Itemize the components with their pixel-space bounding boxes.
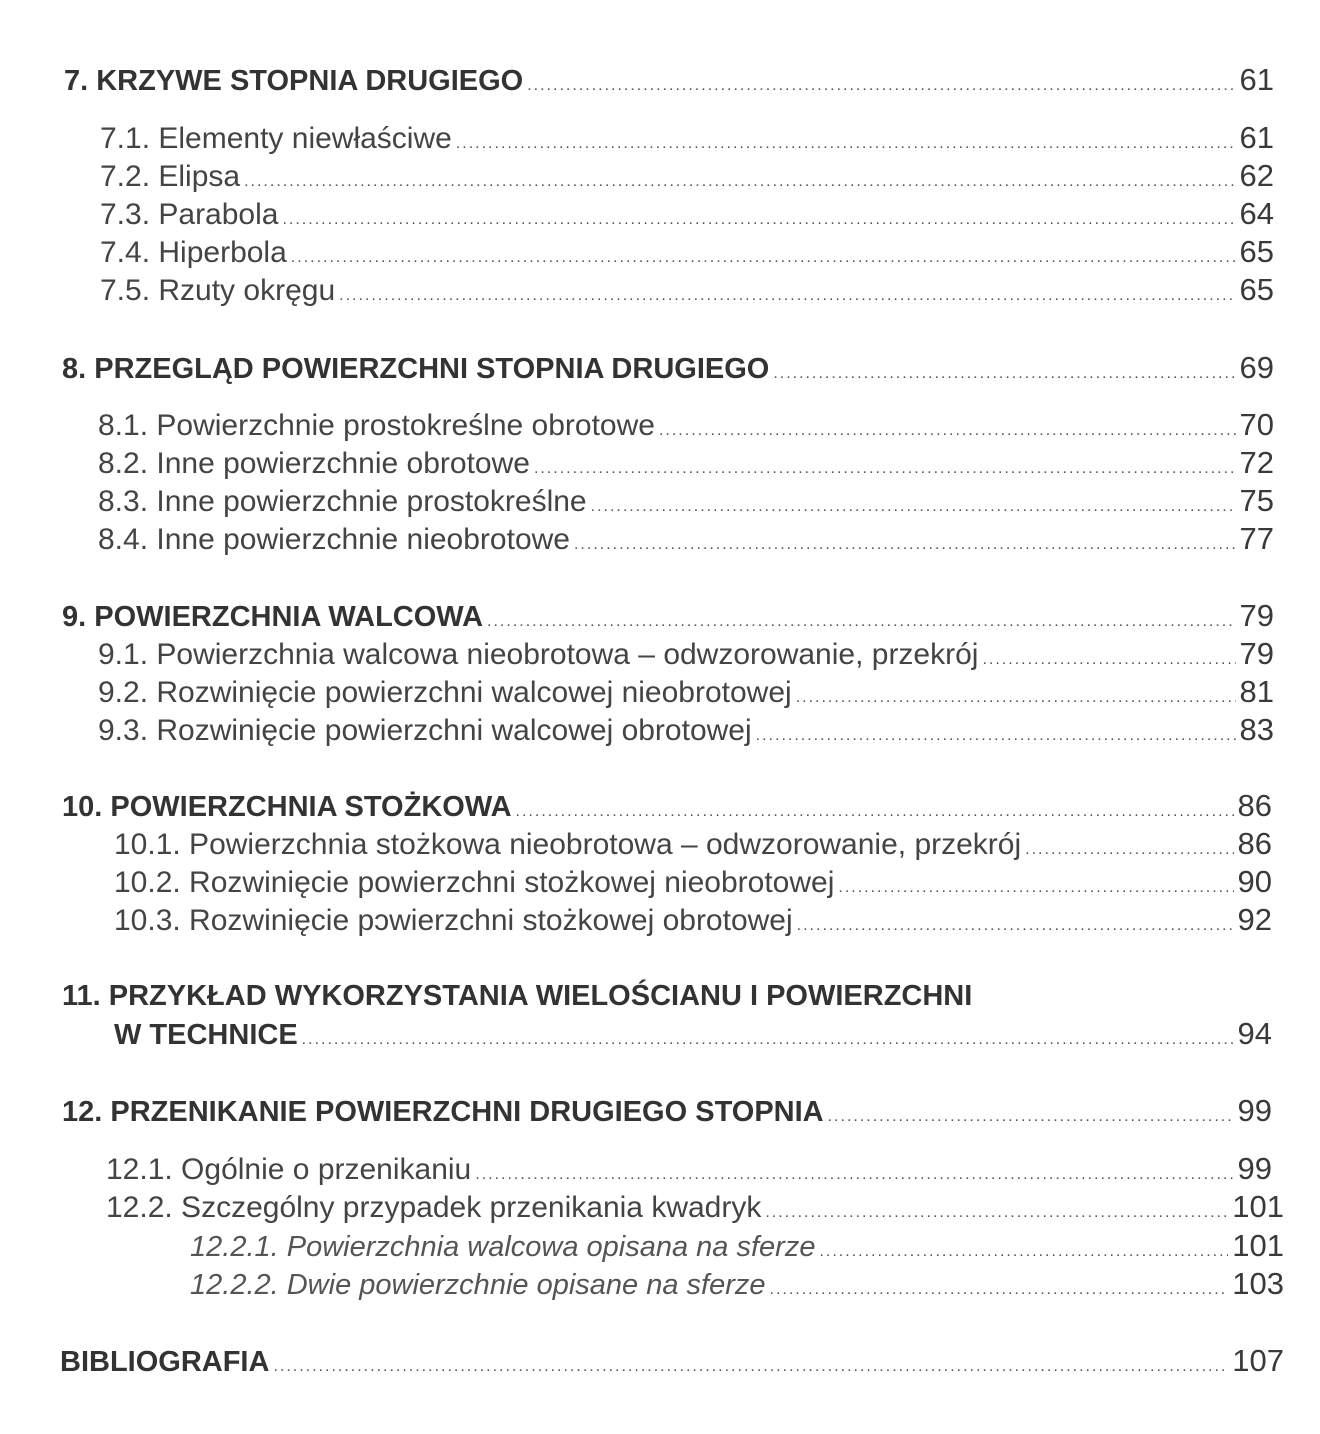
toc-section-9-1[interactable] <box>98 636 1274 672</box>
dot-leader <box>838 879 1233 897</box>
toc-entry-title: 10. POWIERZCHNIA STOŻKOWA <box>62 791 512 823</box>
toc-page-number: 61 <box>1239 62 1274 97</box>
toc-entry-title: 7. KRZYWE STOPNIA DRUGIEGO <box>64 65 524 97</box>
toc-page-number: 65 <box>1239 272 1274 307</box>
toc-entry-title: W TECHNICE <box>114 1019 298 1051</box>
toc-section-7-4[interactable] <box>100 234 1274 270</box>
dot-leader <box>273 1358 1228 1376</box>
dot-leader <box>773 365 1235 383</box>
toc-page-number: 86 <box>1237 826 1272 861</box>
toc-entry-title: 12. PRZENIKANIE POWIERZCHNI DRUGIEGO STOPNIA <box>62 1096 824 1128</box>
dot-leader <box>302 1031 1234 1049</box>
toc-entry-title: 8. PRZEGLĄD POWIERZCHNI STOPNIA DRUGIEGO <box>62 353 770 385</box>
toc-section-8-1[interactable] <box>98 407 1274 443</box>
toc-entry-title: 7.2. Elipsa <box>100 160 241 193</box>
toc-bibliography[interactable] <box>60 1343 1284 1379</box>
toc-page-number: 86 <box>1237 788 1272 823</box>
toc-section-8-2[interactable] <box>98 445 1274 481</box>
toc-subsection-12-2-2[interactable] <box>190 1266 1284 1302</box>
dot-leader <box>574 536 1236 554</box>
dot-leader <box>770 1281 1229 1299</box>
toc-page-number: 101 <box>1232 1189 1284 1224</box>
toc-entry-title: 12.1. Ogólnie o przenikaniu <box>106 1153 472 1186</box>
toc-entry-title: 12.2. Szczególny przypadek przenikania kwadryk <box>106 1191 762 1224</box>
toc-page-number: 83 <box>1239 712 1274 747</box>
toc-section-8-4[interactable] <box>98 521 1274 557</box>
toc-page-number: 99 <box>1237 1151 1272 1186</box>
toc-chapter-10[interactable] <box>62 788 1272 824</box>
dot-leader <box>796 689 1236 707</box>
dot-leader <box>282 211 1235 229</box>
toc-entry-title: 7.4. Hiperbola <box>100 236 287 269</box>
toc-entry-title: 9. POWIERZCHNIA WALCOWA <box>62 601 484 633</box>
toc-page-number: 64 <box>1239 196 1274 231</box>
toc-entry-title: 7.5. Rzuty okręgu <box>100 274 336 307</box>
dot-leader <box>591 498 1236 516</box>
toc-page-number: 101 <box>1232 1228 1284 1263</box>
toc-subsection-12-2-1[interactable] <box>190 1228 1284 1264</box>
dot-leader <box>1025 841 1233 859</box>
toc-section-7-2[interactable] <box>100 158 1274 194</box>
dot-leader <box>819 1243 1228 1261</box>
toc-entry-title: 9.1. Powierzchnia walcowa nieobrotowa – odwzorowanie, przekrój <box>98 638 979 671</box>
toc-page-number: 69 <box>1239 350 1274 385</box>
dot-leader <box>756 727 1236 745</box>
toc-page-number: 65 <box>1239 234 1274 269</box>
toc-section-9-3[interactable] <box>98 712 1274 748</box>
toc-section-7-1[interactable] <box>100 120 1274 156</box>
toc-entry-title: 12.2.1. Powierzchnia walcowa opisana na sferze <box>190 1231 816 1263</box>
toc-page-number: 77 <box>1239 521 1274 556</box>
toc-page-number: 75 <box>1239 483 1274 518</box>
toc-section-9-2[interactable] <box>98 674 1274 710</box>
toc-chapter-9[interactable] <box>62 598 1274 634</box>
toc-entry-title: 8.1. Powierzchnie prostokreślne obrotowe <box>98 409 655 442</box>
toc-page-number: 99 <box>1237 1093 1272 1128</box>
toc-entry-title: 9.2. Rozwinięcie powierzchni walcowej nieobrotowej <box>98 676 792 709</box>
toc-page-number: 62 <box>1239 158 1274 193</box>
toc-chapter-7[interactable] <box>64 62 1274 98</box>
toc-section-12-2[interactable] <box>106 1189 1284 1225</box>
toc-page-number: 90 <box>1237 864 1272 899</box>
dot-leader <box>982 651 1235 669</box>
toc-section-10-2[interactable] <box>114 864 1272 900</box>
dot-leader <box>339 287 1235 305</box>
toc-page-number: 94 <box>1237 1016 1272 1051</box>
toc-page-number: 92 <box>1237 902 1272 937</box>
toc-page-number: 81 <box>1239 674 1274 709</box>
dot-leader <box>797 917 1234 935</box>
toc-section-7-5[interactable] <box>100 272 1274 308</box>
toc-chapter-11[interactable] <box>114 1016 1272 1052</box>
toc-section-12-1[interactable] <box>106 1151 1272 1187</box>
toc-section-8-3[interactable] <box>98 483 1274 519</box>
toc-entry-title: BIBLIOGRAFIA <box>60 1346 270 1378</box>
toc-chapter-12[interactable] <box>62 1093 1272 1129</box>
toc-page-number: 72 <box>1239 445 1274 480</box>
toc-chapter-11-line1[interactable]: 11. PRZYKŁAD WYKORZYSTANIA WIELOŚCIANU I POWIERZCHNI <box>62 980 973 1012</box>
toc-page-number: 79 <box>1239 598 1274 633</box>
toc-section-7-3[interactable] <box>100 196 1274 232</box>
toc-page-number: 103 <box>1232 1266 1284 1301</box>
dot-leader <box>475 1166 1233 1184</box>
dot-leader <box>291 249 1236 267</box>
toc-entry-title: 8.2. Inne powierzchnie obrotowe <box>98 447 530 480</box>
dot-leader <box>244 173 1235 191</box>
toc-entry-title: 10.1. Powierzchnia stożkowa nieobrotowa – odwzorowanie, przekrój <box>114 828 1022 861</box>
toc-section-10-1[interactable] <box>114 826 1272 862</box>
toc-page-number: 107 <box>1232 1343 1284 1378</box>
toc-entry-title: 12.2.2. Dwie powierzchnie opisane na sferze <box>190 1269 766 1301</box>
toc-page-number: 79 <box>1239 636 1274 671</box>
dot-leader <box>487 613 1235 631</box>
toc-entry-title: 7.1. Elementy niewłaściwe <box>100 122 452 155</box>
toc-page-number: 61 <box>1239 120 1274 155</box>
dot-leader <box>527 77 1235 95</box>
dot-leader <box>765 1204 1228 1222</box>
toc-entry-title: 7.3. Parabola <box>100 198 279 231</box>
toc-section-10-3[interactable] <box>114 902 1272 938</box>
dot-leader <box>828 1108 1234 1126</box>
toc-entry-title: 8.3. Inne powierzchnie prostokreślne <box>98 485 587 518</box>
toc-chapter-8[interactable] <box>62 350 1274 386</box>
dot-leader <box>516 803 1234 821</box>
dot-leader <box>456 135 1236 153</box>
toc-entry-title: 9.3. Rozwinięcie powierzchni walcowej obrotowej <box>98 714 752 747</box>
toc-page-number: 70 <box>1239 407 1274 442</box>
dot-leader <box>534 460 1236 478</box>
toc-entry-title: 8.4. Inne powierzchnie nieobrotowe <box>98 523 570 556</box>
dot-leader <box>659 422 1236 440</box>
toc-entry-title: 10.3. Rozwinięcie pɔwierzchni stożkowej obrotowej <box>114 904 793 937</box>
toc-entry-title: 10.2. Rozwinięcie powierzchni stożkowej nieobrotowej <box>114 866 835 899</box>
